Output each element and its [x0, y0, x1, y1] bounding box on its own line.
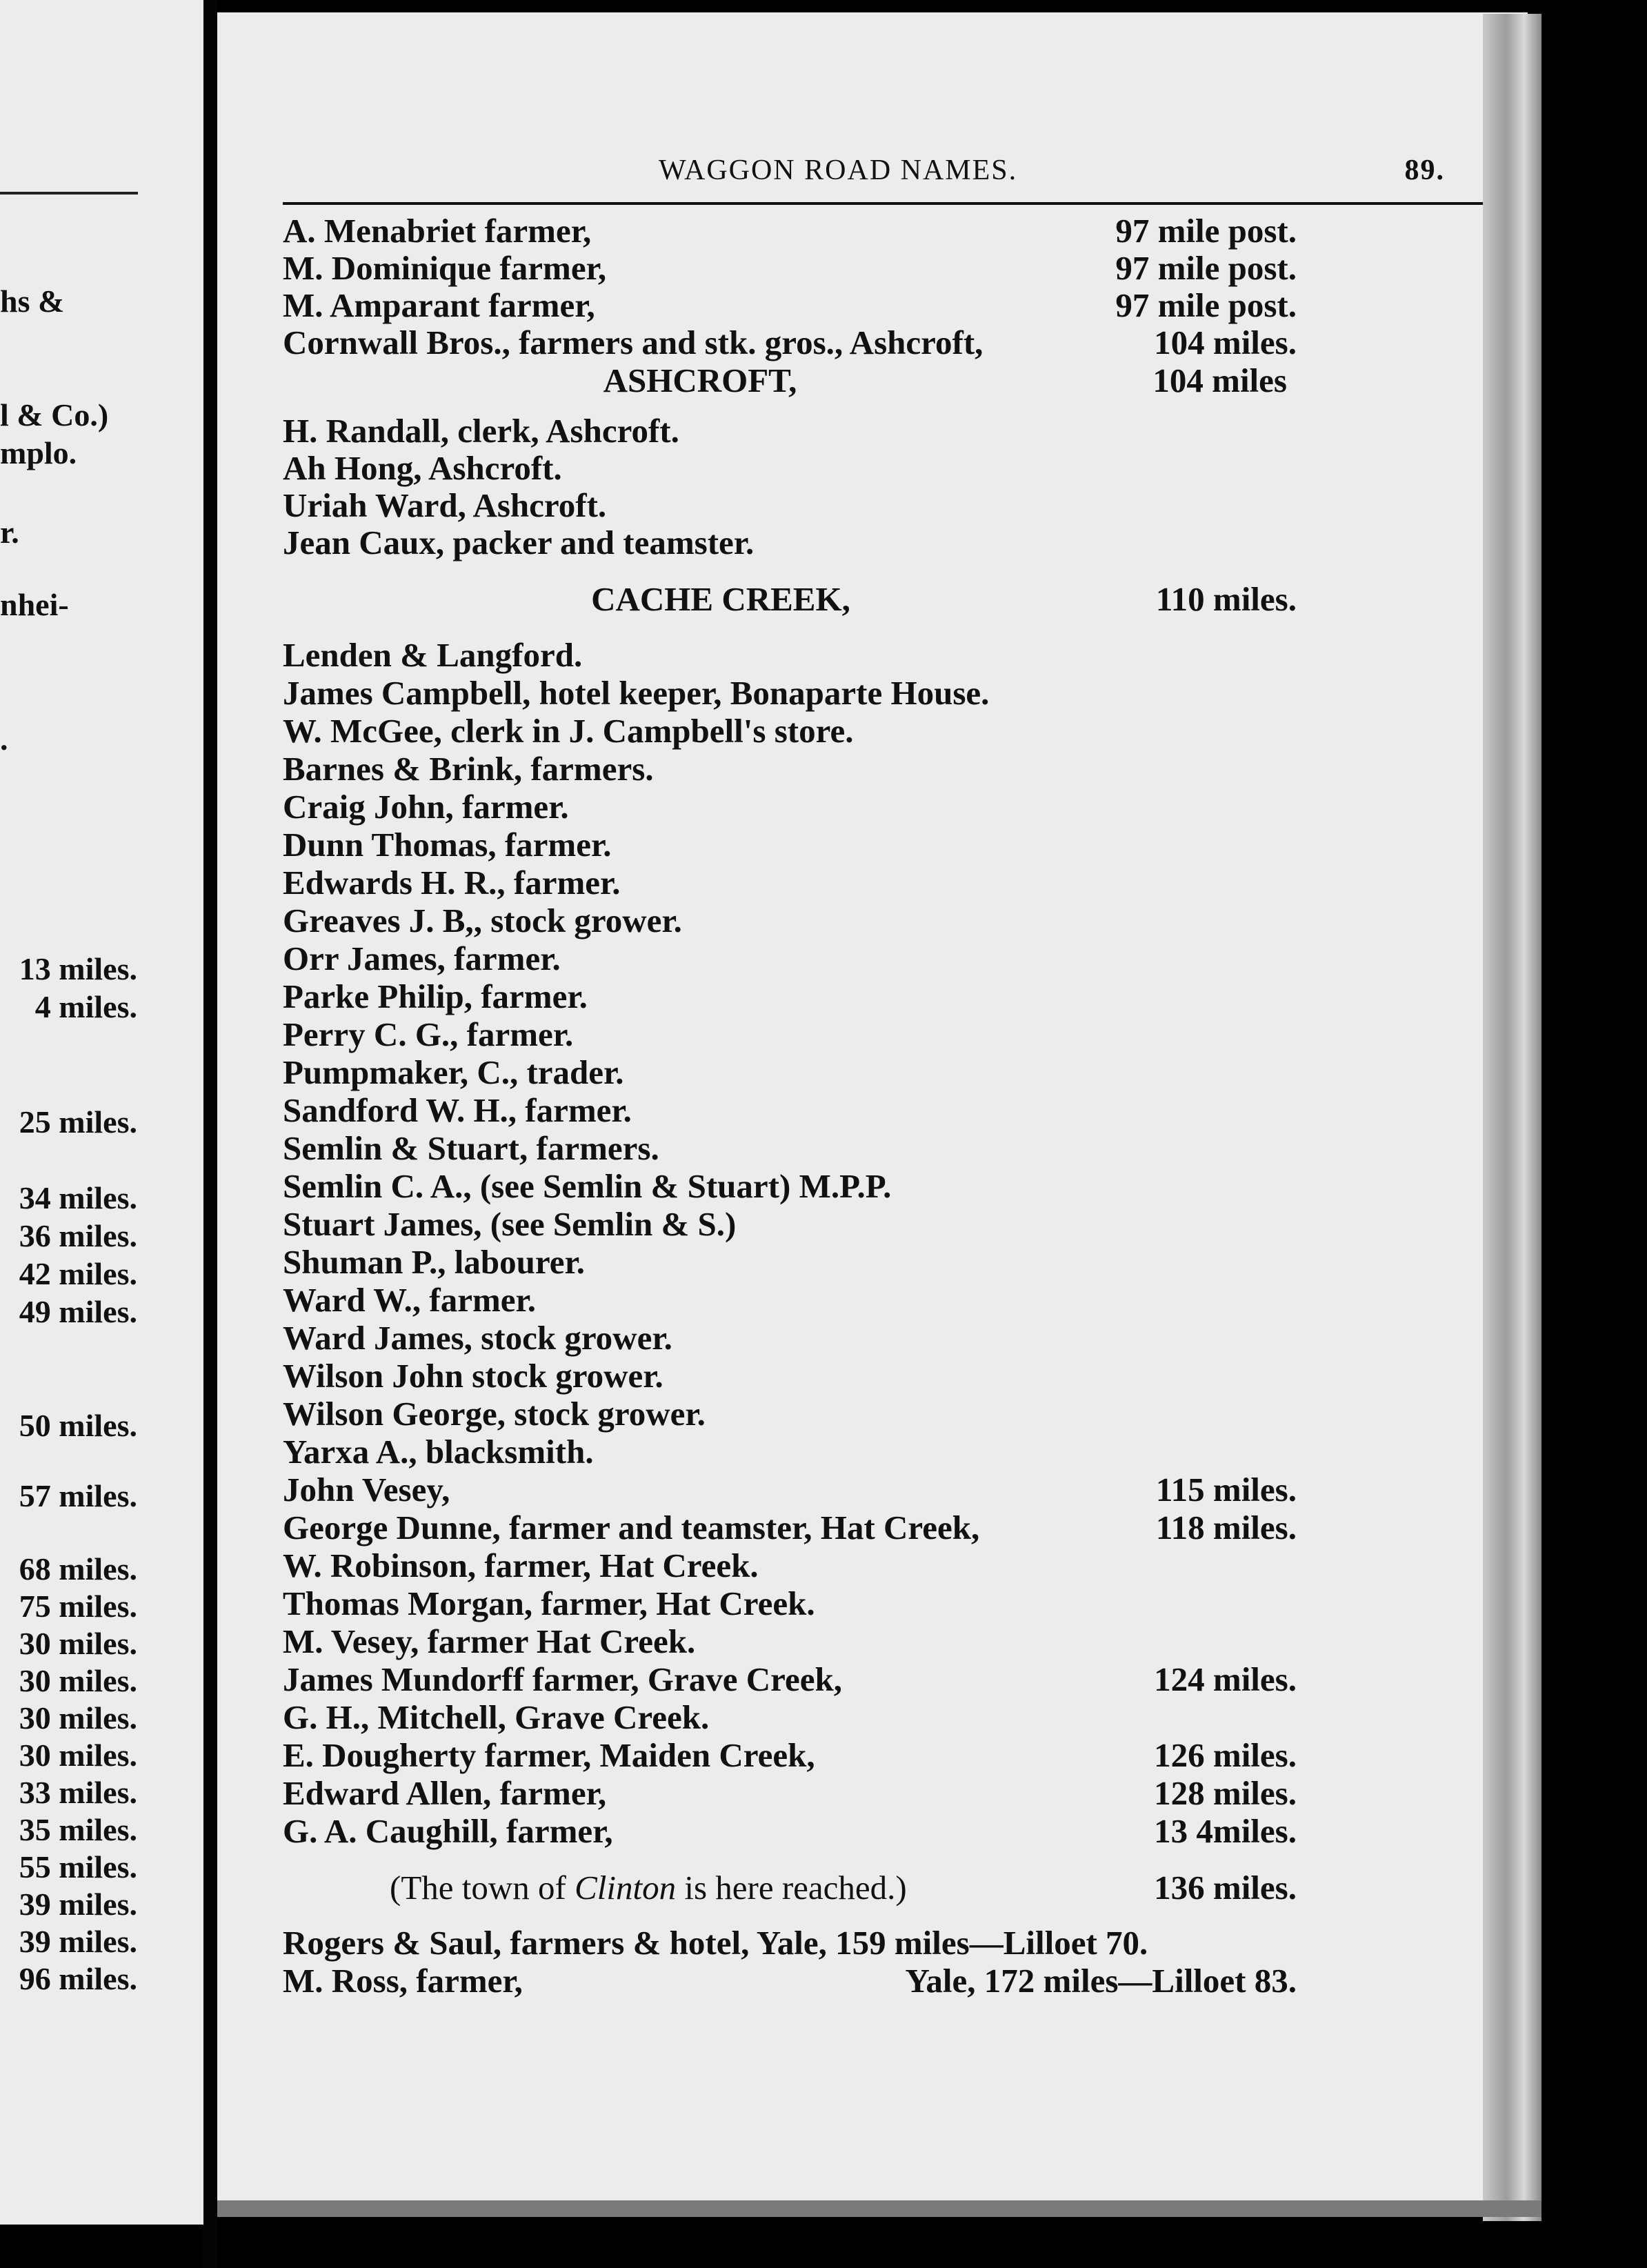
header-rule [283, 202, 1507, 205]
entry-name: M. Vesey, farmer Hat Creek. [283, 1622, 696, 1660]
entry-name: Yarxa A., blacksmith. [283, 1433, 594, 1471]
entry-name: M. Ross, farmer, [283, 1962, 523, 2000]
section-distance: 110 miles. [1155, 580, 1297, 618]
left-fragment: nhei- [0, 587, 69, 622]
entry-name: James Mundorff farmer, Grave Creek, [283, 1660, 843, 1698]
entry-name: Edward Allen, farmer, [283, 1774, 607, 1812]
left-fragment: 36 miles. [19, 1218, 137, 1253]
entry-name: Ward James, stock grower. [283, 1319, 672, 1357]
directory-entry [283, 324, 1297, 361]
directory-entry [283, 902, 1297, 939]
section-heading [283, 362, 1297, 399]
entry-distance: 126 miles. [1154, 1736, 1297, 1774]
page-title: WAGGON ROAD NAMES. [659, 155, 1018, 186]
directory-entry [283, 1509, 1297, 1546]
entry-name: A. Menabriet farmer, [283, 212, 592, 250]
running-header [286, 154, 1500, 195]
left-fragment: 30 miles. [19, 1738, 137, 1773]
directory-entry [283, 487, 1297, 524]
directory-entry [283, 1320, 1297, 1357]
directory-entry [283, 1357, 1297, 1395]
entry-name: Lenden & Langford. [283, 636, 583, 674]
left-fragment: . [0, 722, 8, 757]
directory-entry [283, 637, 1297, 674]
directory-entry [283, 1092, 1297, 1129]
left-fragment: mplo. [0, 435, 77, 470]
left-fragment: 75 miles. [19, 1589, 137, 1624]
entry-name: Sandford W. H., farmer. [283, 1091, 632, 1129]
directory-entry [283, 675, 1297, 712]
directory-entry [283, 1016, 1297, 1053]
directory-entry [283, 1395, 1297, 1433]
entry-name: Dunn Thomas, farmer. [283, 826, 612, 864]
entry-distance: 124 miles. [1154, 1660, 1297, 1698]
directory-entry [283, 287, 1297, 324]
entry-name: W. Robinson, farmer, Hat Creek. [283, 1546, 759, 1584]
directory-entry [283, 1924, 1297, 1962]
left-fragment: 68 miles. [19, 1551, 137, 1586]
entry-name: Thomas Morgan, farmer, Hat Creek. [283, 1584, 815, 1622]
entry-distance: 97 mile post. [1115, 249, 1297, 287]
left-fragment: 57 miles. [19, 1478, 137, 1513]
entry-name: Craig John, farmer. [283, 788, 569, 826]
left-fragment: 39 miles. [19, 1924, 137, 1959]
left-fragment: 49 miles. [19, 1294, 137, 1329]
directory-entry [283, 826, 1297, 864]
left-fragment: 33 miles. [19, 1775, 137, 1810]
directory-entry [283, 1054, 1297, 1091]
entry-distance: 128 miles. [1154, 1774, 1297, 1812]
left-fragment: l & Co.) [0, 397, 109, 432]
left-fragment: r. [0, 515, 19, 550]
directory-entry [283, 1130, 1297, 1167]
left-fragment: 30 miles. [19, 1663, 137, 1698]
directory-entry [283, 1282, 1297, 1319]
directory-entry [283, 1962, 1297, 2000]
entry-name: Pumpmaker, C., trader. [283, 1053, 624, 1091]
directory-entry [283, 1737, 1297, 1774]
entry-name: Wilson John stock grower. [283, 1357, 663, 1395]
note-text [390, 1869, 907, 1907]
bottom-page-edge [217, 2200, 1541, 2217]
directory-entry [283, 524, 1297, 561]
directory-entry [283, 1244, 1297, 1281]
left-fragment: 30 miles. [19, 1626, 137, 1661]
left-fragment: 96 miles. [19, 1961, 137, 1996]
directory-entry [283, 450, 1297, 487]
entry-distance: 104 miles. [1154, 324, 1297, 361]
entry-name: H. Randall, clerk, Ashcroft. [283, 412, 679, 450]
directory-entry [283, 713, 1297, 750]
entry-name: Perry C. G., farmer. [283, 1015, 574, 1053]
section-heading [283, 581, 1297, 618]
entry-name: Ward W., farmer. [283, 1281, 537, 1319]
left-fragment: 25 miles. [19, 1104, 137, 1140]
entry-distance: 115 miles. [1155, 1471, 1297, 1509]
section-distance: 104 miles [1152, 361, 1287, 399]
entry-name: W. McGee, clerk in J. Campbell's store. [283, 712, 854, 750]
main-page [217, 12, 1528, 2213]
entry-name: Wilson George, stock grower. [283, 1395, 706, 1433]
directory-entry [283, 1168, 1297, 1205]
directory-entry [283, 1585, 1297, 1622]
directory-entry [283, 412, 1297, 450]
directory-entry [283, 788, 1297, 826]
entry-name: Parke Philip, farmer. [283, 977, 588, 1015]
directory-entry [283, 864, 1297, 902]
entry-distance: Yale, 172 miles—Lilloet 83. [905, 1962, 1297, 2000]
directory-entry [283, 1433, 1297, 1471]
left-fragment: 35 miles. [19, 1812, 137, 1847]
directory-entry [283, 1699, 1297, 1736]
entry-name: George Dunne, farmer and teamster, Hat Creek, [283, 1509, 980, 1546]
entry-name: Jean Caux, packer and teamster. [283, 524, 755, 561]
left-fragment: 39 miles. [19, 1887, 137, 1922]
entry-distance: 118 miles. [1155, 1509, 1297, 1546]
entry-name: Barnes & Brink, farmers. [283, 750, 654, 788]
directory-entry [283, 750, 1297, 788]
note-text-after: is here reached.) [676, 1869, 907, 1907]
left-fragment: hs & [0, 284, 65, 319]
entry-name: M. Dominique farmer, [283, 249, 607, 287]
entry-name: Edwards H. R., farmer. [283, 864, 621, 902]
left-fragment: 50 miles. [19, 1408, 137, 1443]
entry-name: Cornwall Bros., farmers and stk. gros., Ashcroft, [283, 324, 984, 361]
directory-entry [283, 1206, 1297, 1243]
book-gutter [203, 0, 217, 2268]
entry-name: John Vesey, [283, 1471, 450, 1509]
entry-name: Semlin C. A., (see Semlin & Stuart) M.P.P. [283, 1167, 892, 1205]
entry-name: Uriah Ward, Ashcroft. [283, 486, 607, 524]
entry-name: G. A. Caughill, farmer, [283, 1812, 613, 1850]
entry-name: Rogers & Saul, farmers & hotel, Yale, 159 miles—Lilloet 70. [283, 1924, 1148, 1962]
entry-name: Stuart James, (see Semlin & S.) [283, 1205, 737, 1243]
entry-name: Ah Hong, Ashcroft. [283, 449, 562, 487]
entry-name: Semlin & Stuart, farmers. [283, 1129, 659, 1167]
left-fragment: 4 miles. [34, 989, 137, 1024]
directory-entry [283, 940, 1297, 977]
directory-entry [283, 212, 1297, 250]
directory-entry [283, 978, 1297, 1015]
directory-entry [283, 1775, 1297, 1812]
note-place-name: Clinton [575, 1869, 677, 1907]
left-fragment: 55 miles. [19, 1849, 137, 1884]
entry-name: G. H., Mitchell, Grave Creek. [283, 1698, 710, 1736]
entry-distance: 97 mile post. [1115, 212, 1297, 250]
left-fragment: 30 miles. [19, 1700, 137, 1735]
section-heading-title: ASHCROFT, [603, 361, 797, 399]
note-text-before: (The town of [390, 1869, 575, 1907]
entry-distance: 136 miles. [1154, 1869, 1297, 1907]
directory-entry [283, 1471, 1297, 1509]
entry-name: E. Dougherty farmer, Maiden Creek, [283, 1736, 815, 1774]
directory-entry [283, 1547, 1297, 1584]
left-facing-page [0, 0, 203, 2225]
section-heading-title: CACHE CREEK, [591, 580, 850, 618]
directory-entry [283, 1623, 1297, 1660]
entry-name: Shuman P., labourer. [283, 1243, 585, 1281]
left-fragment: 34 miles. [19, 1180, 137, 1215]
page-number: 89. [1404, 155, 1445, 186]
directory-entry [283, 250, 1297, 287]
directory-entry [283, 1813, 1297, 1850]
entry-name: Orr James, farmer. [283, 939, 561, 977]
directory-entry [283, 1661, 1297, 1698]
entry-name: Greaves J. B,, stock grower. [283, 902, 682, 939]
entry-name: M. Amparant farmer, [283, 286, 595, 324]
entry-distance: 13 4miles. [1154, 1812, 1297, 1850]
entry-distance: 97 mile post. [1115, 286, 1297, 324]
left-fragment: 42 miles. [19, 1256, 137, 1291]
page-edge [1483, 14, 1541, 2221]
entry-name: James Campbell, hotel keeper, Bonaparte House. [283, 674, 990, 712]
left-fragment: 13 miles. [19, 951, 137, 986]
clinton-note [283, 1869, 1297, 1907]
left-page-rule [0, 192, 138, 195]
